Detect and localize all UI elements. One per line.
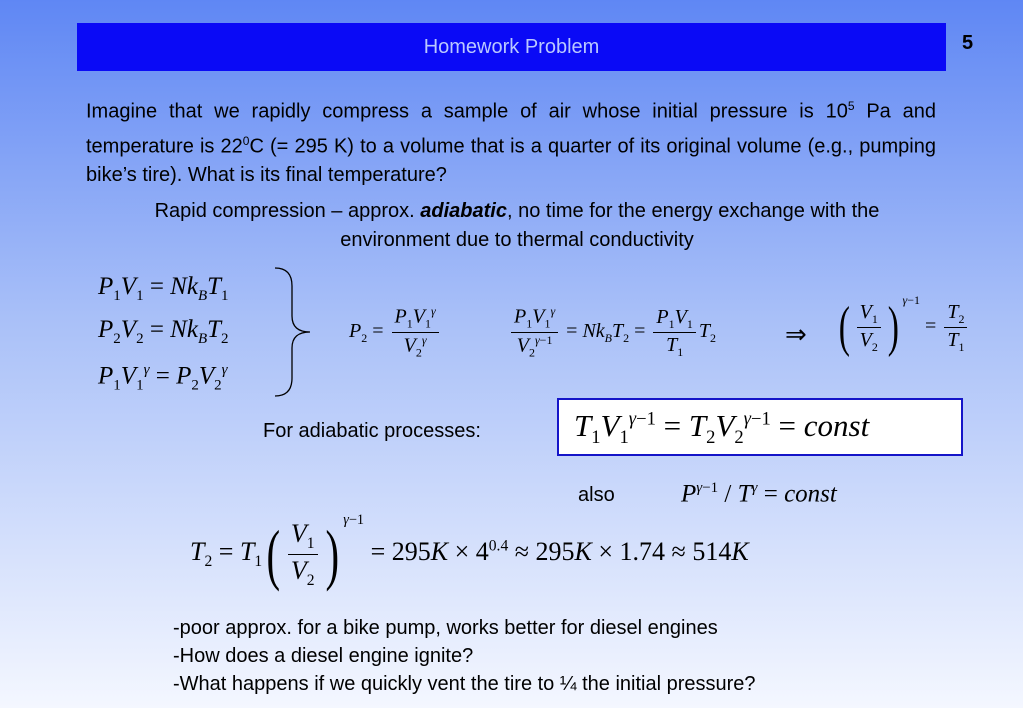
adiabatic-emphasis: adiabatic: [420, 200, 507, 222]
exponent-value: 0.4: [488, 537, 509, 555]
result-value: 514: [692, 537, 732, 566]
explanation-text-2: , no time for the energy exchange with the environment due to thermal conductivity: [340, 200, 880, 251]
ideal-gas-state-2: $P_2V_2 = Nk_BT_2$: [98, 316, 229, 347]
tv-constant-equation: $T_1V_1^{\gamma-1} = T_2V_2^{\gamma-1}$ = const: [574, 408, 870, 449]
explanation-text-1: Rapid compression – approx.: [154, 200, 421, 222]
pressure-exponent: 5: [847, 99, 855, 113]
implies-arrow: ⇒: [785, 320, 807, 349]
system-brace: [272, 266, 322, 398]
pt-constant-equation: $P^{\gamma-1} / T^\gamma$ = const: [681, 480, 837, 508]
also-label: also: [578, 484, 615, 506]
ideal-gas-state-1: $P_1V_1 = Nk_BT_1$: [98, 273, 229, 304]
initial-temp-value: 295: [391, 537, 431, 566]
slide-title: Homework Problem: [423, 35, 600, 58]
title-bar: [77, 23, 946, 71]
note-item: -poor approx. for a bike pump, works better for diesel engines: [173, 617, 718, 639]
explanation-text: [150, 197, 884, 255]
problem-text-1: Imagine that we rapidly compress a sample of air whose initial pressure is 10: [86, 100, 848, 123]
final-temperature-calculation: $T_2 = T_1$( $\frac{V_1}{V_2}$ ) $^{\gamma-1} = 295K \times 4^{0.4} \approx 295K \times 1.74 \approx 514K$: [190, 512, 749, 593]
factor-value: 1.74: [619, 537, 666, 566]
adiabatic-processes-label: For adiabatic processes:: [263, 420, 481, 442]
note-item: -How does a diesel engine ignite?: [173, 645, 474, 667]
volume-ratio-result: ( $\frac{V_1}{V_2}$ ) $^{\gamma-1}$ = $\frac{T_2}{T_1}$: [835, 293, 970, 355]
compression-ratio: 4: [475, 537, 489, 566]
notes-list: [173, 614, 756, 698]
problem-statement: [86, 92, 936, 190]
slide-number: 5: [962, 32, 974, 54]
adiabatic-relation: $P_1V_1^\gamma = P_2V_2^\gamma$: [98, 362, 228, 394]
temperature-ratio-equation: $\frac{P_1V_1^\gamma}{V_2^{\gamma-1}}$ = $Nk_BT_2$ = $\frac{P_1V_1}{T_1}$ $T_2$: [508, 304, 716, 360]
initial-temp-value-2: 295: [535, 537, 575, 566]
p2-equation: $P_2$ = $\frac{P_1V_1^\gamma}{V_2^\gamma}$: [349, 304, 442, 360]
note-item: -What happens if we quickly vent the tire to ¼ the initial pressure?: [173, 673, 756, 695]
problem-text-3: C (= 295 K) to a volume that is a quarter of its original volume (e.g., pumping bike’s tire). What is its final temperature?: [86, 135, 936, 187]
degree-superscript: 0: [242, 133, 250, 148]
problem-text-2: Pa and temperature is 22: [86, 100, 937, 158]
